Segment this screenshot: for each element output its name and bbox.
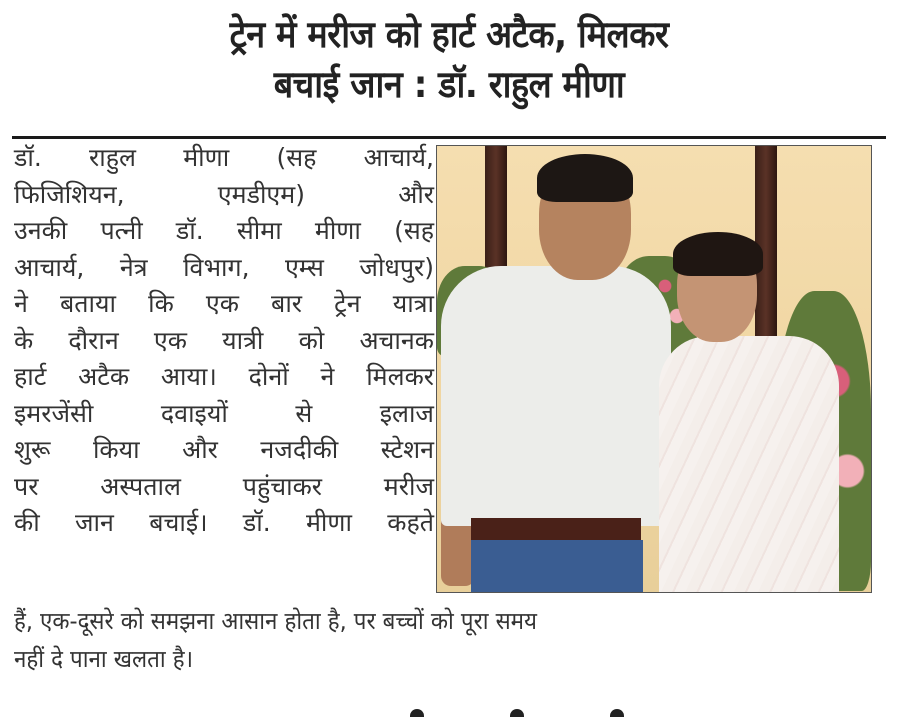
headline-line-1: ट्रेन में मरीज को हार्ट अटैक, मिलकर: [229, 13, 669, 56]
body-line: के दौरान एक यात्री को अचानक: [14, 325, 434, 355]
photo-man-jeans: [471, 540, 643, 593]
photo-man-hair: [537, 154, 633, 202]
body-line: नहीं दे पाना खलता है।: [14, 645, 194, 673]
photo-man-belt: [471, 518, 641, 540]
body-line: डॉ. राहुल मीणा (सह आचार्य,: [14, 143, 434, 172]
body-line: हार्ट अटैक आया। दोनों ने मिलकर: [14, 362, 434, 391]
body-line: हैं, एक-दूसरे को समझना आसान होता है, पर बच्चों को पूरा समय: [14, 607, 537, 635]
couple-photo: [436, 145, 872, 593]
headline-line-2: बचाई जान : डॉ. राहुल मीणा: [273, 63, 625, 106]
photo-woman-hair: [673, 232, 763, 276]
body-line: पर अस्पताल पहुंचाकर मरीज: [14, 471, 434, 501]
photo-woman-dress: [659, 336, 839, 593]
body-line: फिजिशियन, एमडीएम) और: [14, 179, 434, 209]
body-line: ने बताया कि एक बार ट्रेन यात्रा: [14, 289, 434, 318]
body-line: इमरजेंसी दवाइयों से इलाज: [14, 398, 434, 428]
body-line: आचार्य, नेत्र विभाग, एम्स जोधपुर): [14, 252, 434, 282]
body-line: की जान बचाई। डॉ. मीणा कहते: [14, 508, 434, 537]
next-headline-fragment: [400, 706, 620, 717]
headline-divider: [12, 136, 886, 139]
article-body-continued: [14, 602, 825, 678]
article-body-column: [14, 140, 434, 542]
photo-man-shirt: [441, 266, 671, 526]
article-headline: [36, 10, 862, 110]
body-line: उनकी पत्नी डॉ. सीमा मीणा (सह: [14, 216, 434, 245]
body-line: शुरू किया और नजदीकी स्टेशन: [14, 435, 434, 464]
